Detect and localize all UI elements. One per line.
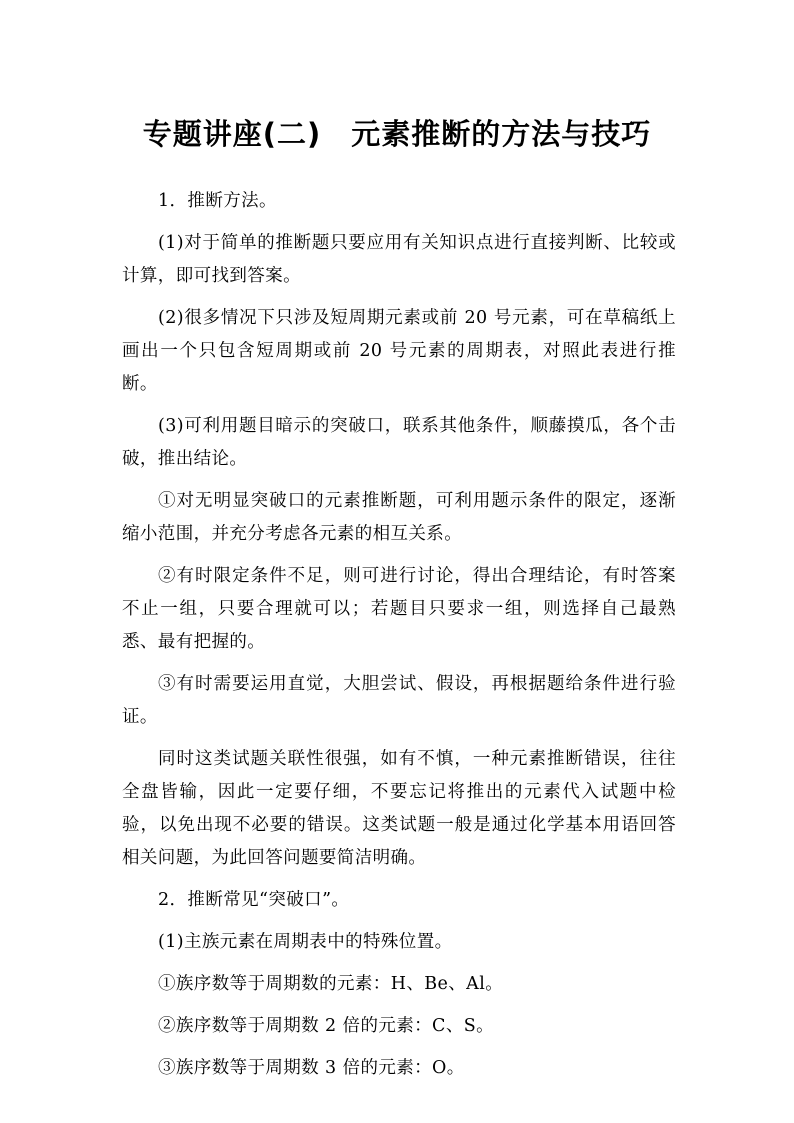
paragraph-method-2: (2)很多情况下只涉及短周期元素或前 20 号元素，可在草稿纸上画出一个只包含短周期或前 20 号元素的周期表，对照此表进行推断。 (122, 308, 676, 394)
paragraph-position: (1)主族元素在周期表中的特殊位置。 (158, 932, 453, 952)
paragraph-position-item-1: ①族序数等于周期数的元素：H、Be、Al。 (158, 974, 504, 994)
section-heading-methods: 1．推断方法。 (158, 191, 277, 211)
paragraph-method-3: (3)可利用题目暗示的突破口，联系其他条件，顺藤摸瓜，各个击破，推出结论。 (122, 416, 676, 469)
paragraph-note: 同时这类试题关联性很强，如有不慎，一种元素推断错误，往往全盘皆输，因此一定要仔细，不要忘记将推出的元素代入试题中检验，以免出现不必要的错误。这类试题一般是通过化学基本用语回答相关问题，为此回答问题要简洁明确。 (122, 749, 676, 868)
paragraph-method-1: (1)对于简单的推断题只要应用有关知识点进行直接判断、比较或计算，即可找到答案。 (122, 233, 676, 286)
paragraph-tip-1: ①对无明显突破口的元素推断题，可利用题示条件的限定，逐渐缩小范围，并充分考虑各元素的相互关系。 (122, 491, 676, 544)
paragraph-tip-3: ③有时需要运用直觉，大胆尝试、假设，再根据题给条件进行验证。 (122, 674, 676, 727)
document-body (122, 185, 676, 1094)
page-title: 专题讲座(二) 元素推断的方法与技巧 (142, 117, 652, 151)
paragraph-position-item-3: ③族序数等于周期数 3 倍的元素：O。 (158, 1058, 465, 1078)
section-heading-breakthrough: 2．推断常见“突破口”。 (158, 890, 350, 910)
paragraph-position-item-2: ②族序数等于周期数 2 倍的元素：C、S。 (158, 1016, 495, 1036)
paragraph-tip-2: ②有时限定条件不足，则可进行讨论，得出合理结论，有时答案不止一组，只要合理就可以；若题目只要求一组，则选择自己最熟悉、最有把握的。 (122, 566, 676, 652)
